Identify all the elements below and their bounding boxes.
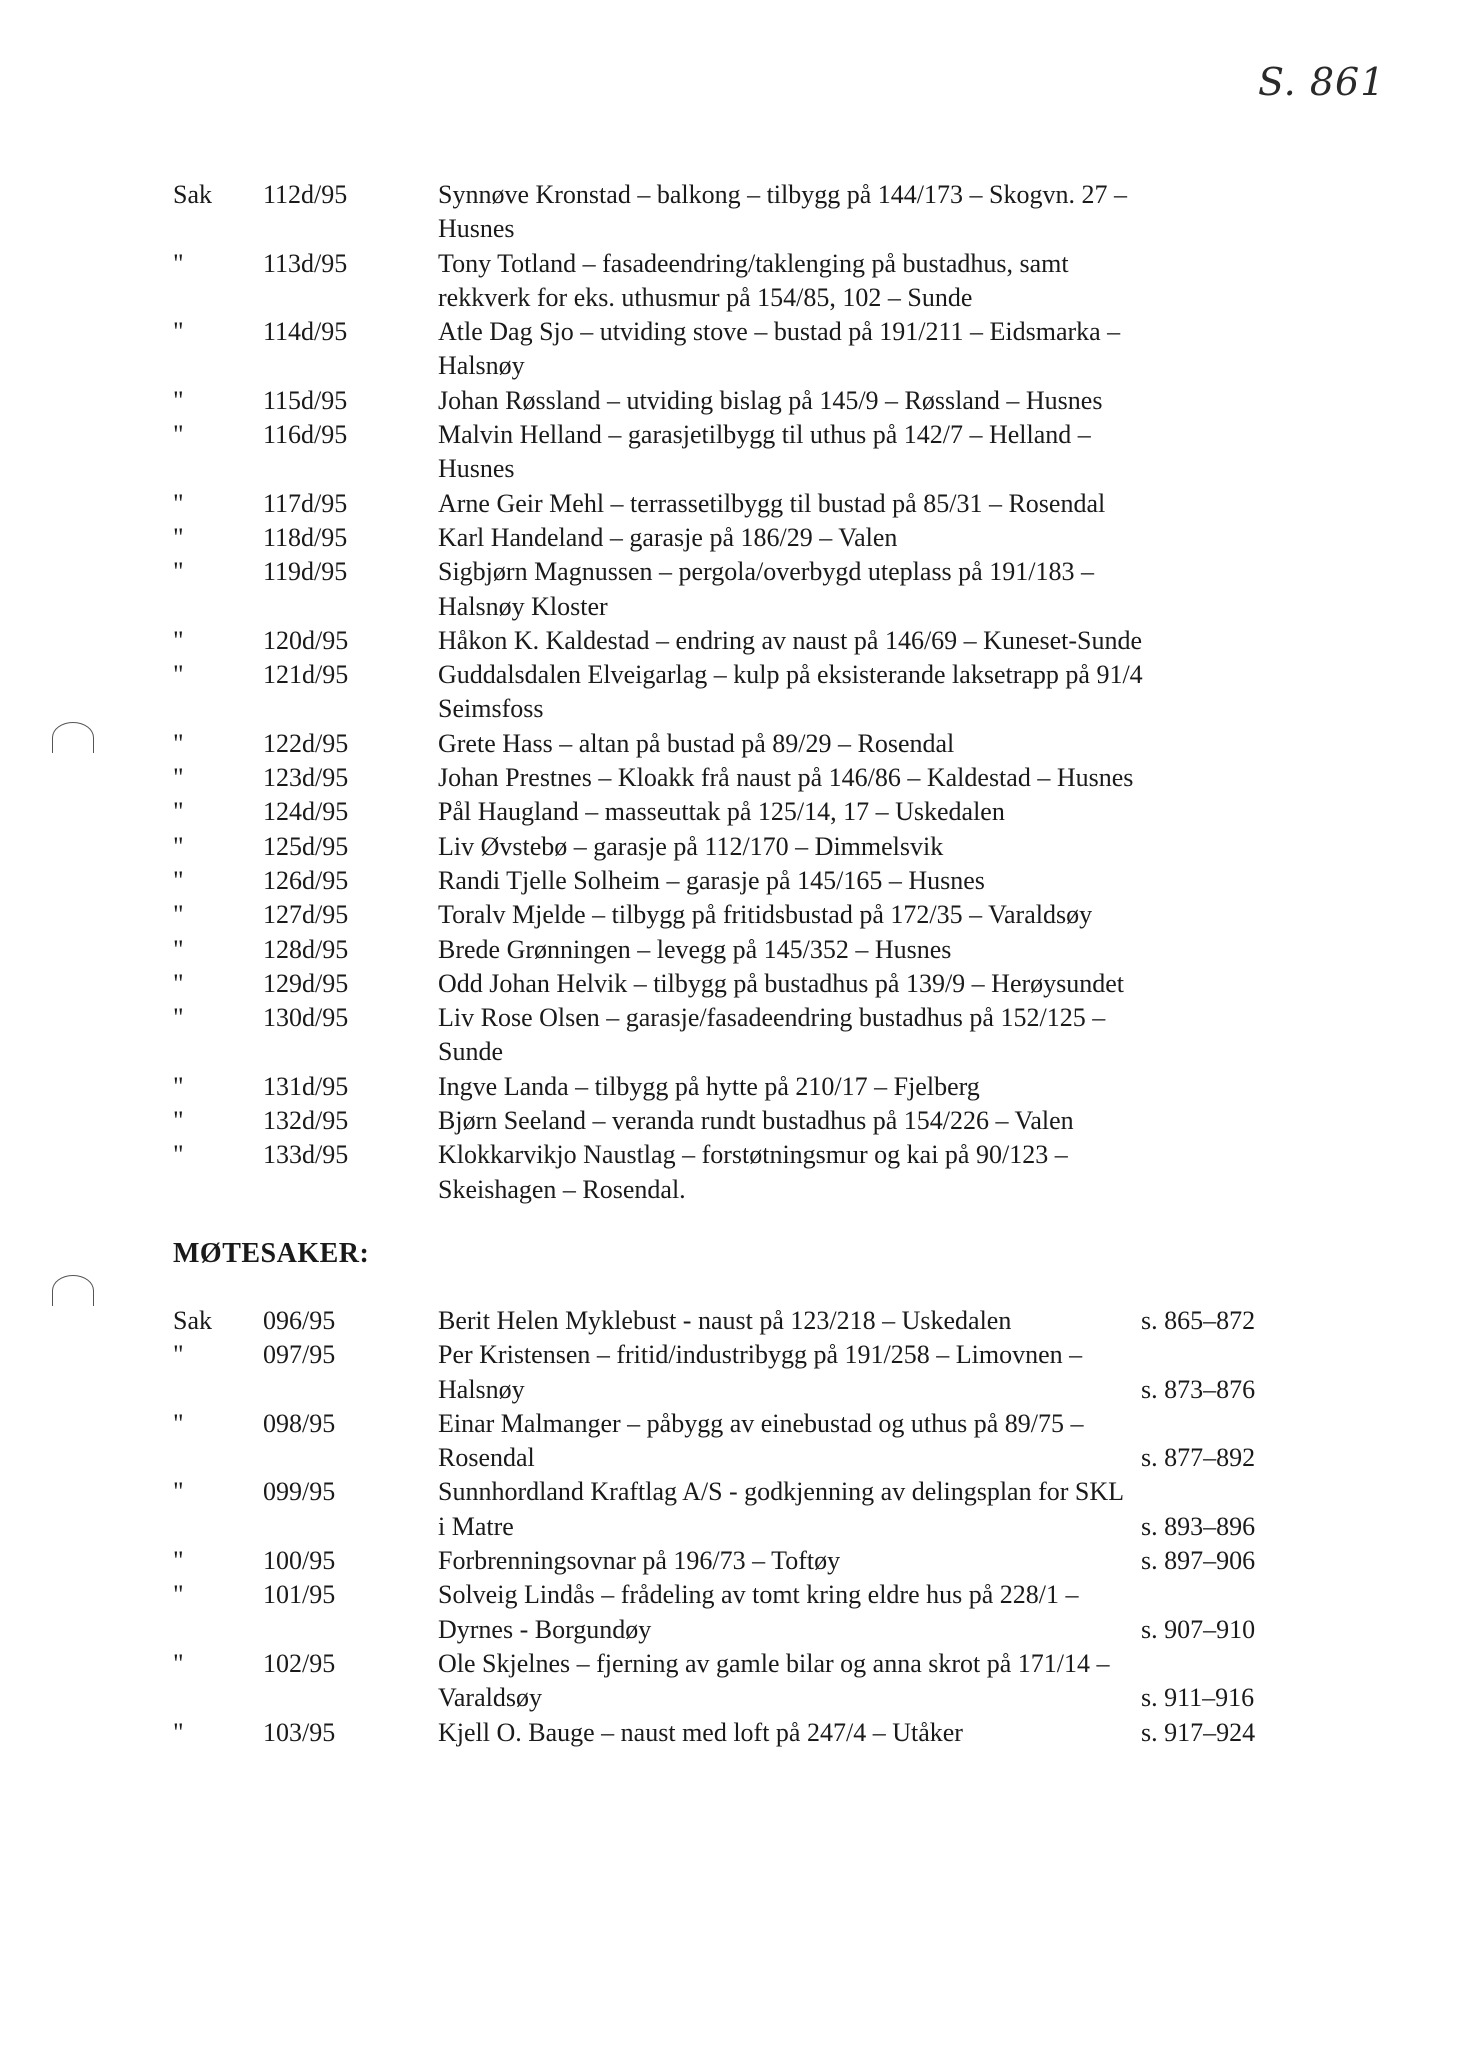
cell-c3: Karl Handeland – garasje på 186/29 – Valen <box>438 522 898 552</box>
cell-c2: 129d/95 <box>263 968 349 998</box>
cell-c3: Synnøve Kronstad – balkong – tilbygg på 144/173 – Skogvn. 27 – <box>438 180 1127 209</box>
list-item <box>0 692 1457 726</box>
cell-c2: 124d/95 <box>263 797 349 827</box>
cell-c3: Per Kristensen – fritid/industribygg på 191/258 – Limovnen – <box>438 1340 1083 1370</box>
list-item <box>0 967 1457 1001</box>
cell-c3: Arne Geir Mehl – terrassetilbygg til bustad på 85/31 – Rosendal <box>438 488 1106 518</box>
cell-c2: 113d/95 <box>263 248 348 278</box>
cell-c4: s. 907–910 <box>1141 1614 1256 1644</box>
cell-c3: Forbrenningsovnar på 196/73 – Toftøy <box>438 1546 841 1576</box>
cell-c2: 130d/95 <box>263 1003 349 1033</box>
list-item <box>0 384 1457 418</box>
list-item <box>0 1373 1457 1407</box>
cell-c1: " <box>173 1106 184 1136</box>
cell-c3: Husnes <box>438 454 515 484</box>
list-item <box>0 1544 1457 1578</box>
list-item <box>0 1578 1457 1612</box>
cell-c1: " <box>173 797 184 827</box>
cell-c2: 126d/95 <box>263 865 349 895</box>
cell-c1: " <box>173 1580 184 1610</box>
cell-c3: Berit Helen Myklebust - naust på 123/218 – Uskedalen <box>438 1306 1012 1335</box>
cell-c1: " <box>173 728 184 758</box>
cell-c3: Halsnøy Kloster <box>438 591 608 621</box>
list-item <box>0 658 1457 692</box>
list-item <box>0 418 1457 452</box>
cell-c3: Tony Totland – fasadeendring/taklenging på bustadhus, samt <box>438 248 1069 278</box>
cell-c2: 096/95 <box>263 1306 336 1335</box>
list-item <box>0 864 1457 898</box>
cell-c3: Odd Johan Helvik – tilbygg på bustadhus på 139/9 – Herøysundet <box>438 968 1125 998</box>
cell-c4: s. 873–876 <box>1141 1374 1256 1404</box>
list-item <box>0 212 1457 246</box>
list-item <box>0 1475 1457 1509</box>
cell-c2: 116d/95 <box>263 420 348 450</box>
cell-c1: " <box>173 968 184 998</box>
cell-c3: Rosendal <box>438 1443 535 1473</box>
cell-c1: " <box>173 488 184 518</box>
cell-c3: Guddalsdalen Elveigarlag – kulp på eksisterande laksetrapp på 91/4 <box>438 660 1143 690</box>
cell-c2: 133d/95 <box>263 1140 349 1170</box>
cell-c2: 101/95 <box>263 1580 336 1610</box>
cell-c3: Halsnøy <box>438 351 525 381</box>
list-item <box>0 1681 1457 1715</box>
cell-c2: 099/95 <box>263 1477 336 1507</box>
cell-c3: Grete Hass – altan på bustad på 89/29 – Rosendal <box>438 728 955 758</box>
cell-c1: " <box>173 1140 184 1170</box>
list-item <box>0 1407 1457 1441</box>
cell-c3: Skeishagen – Rosendal. <box>438 1174 686 1204</box>
cell-c1: " <box>173 900 184 930</box>
cell-c4: s. 877–892 <box>1141 1443 1256 1473</box>
cell-c3: Sigbjørn Magnussen – pergola/overbygd uteplass på 191/183 – <box>438 557 1094 587</box>
cell-c2: 127d/95 <box>263 900 349 930</box>
cell-c3: Randi Tjelle Solheim – garasje på 145/165 – Husnes <box>438 865 985 895</box>
list-item <box>0 247 1457 281</box>
list-item <box>0 1001 1457 1035</box>
list-item <box>0 521 1457 555</box>
cell-c3: Varaldsøy <box>438 1683 542 1713</box>
cell-c3: Håkon K. Kaldestad – endring av naust på 146/69 – Kuneset-Sunde <box>438 625 1143 655</box>
cell-c2: 115d/95 <box>263 385 348 415</box>
list-item <box>0 281 1457 315</box>
list-item <box>0 1613 1457 1647</box>
cell-c2: 114d/95 <box>263 317 348 347</box>
cell-c2: 112d/95 <box>263 180 348 209</box>
cell-c1: Sak <box>173 1306 212 1335</box>
list-item <box>0 727 1457 761</box>
cell-c1: " <box>173 763 184 793</box>
cell-c1: " <box>173 385 184 415</box>
cell-c1: " <box>173 1003 184 1033</box>
cell-c3: Liv Øvstebø – garasje på 112/170 – Dimmelsvik <box>438 831 944 861</box>
list-item <box>0 1441 1457 1475</box>
cell-c2: 117d/95 <box>263 488 348 518</box>
cell-c2: 102/95 <box>263 1648 336 1678</box>
list-item <box>0 1304 1457 1338</box>
cell-c1: " <box>173 1477 184 1507</box>
cell-c3: Sunnhordland Kraftlag A/S - godkjenning av delingsplan for SKL <box>438 1477 1125 1507</box>
cell-c1: " <box>173 1340 184 1370</box>
cell-c3: Johan Prestnes – Kloakk frå naust på 146/86 – Kaldestad – Husnes <box>438 763 1134 793</box>
list-item <box>0 624 1457 658</box>
cell-c3: Sunde <box>438 1037 503 1067</box>
list-item <box>0 1035 1457 1069</box>
delegated-cases-list <box>0 178 1457 1207</box>
list-item <box>0 898 1457 932</box>
cell-c1: " <box>173 625 184 655</box>
list-item <box>0 1647 1457 1681</box>
list-item <box>0 178 1457 212</box>
cell-c3: Malvin Helland – garasjetilbygg til uthus på 142/7 – Helland – <box>438 420 1091 450</box>
list-item <box>0 349 1457 383</box>
list-item <box>0 1716 1457 1750</box>
cell-c1: " <box>173 1071 184 1101</box>
cell-c3: Kjell O. Bauge – naust med loft på 247/4 – Utåker <box>438 1717 963 1747</box>
cell-c3: Husnes <box>438 214 515 244</box>
cell-c3: Bjørn Seeland – veranda rundt bustadhus på 154/226 – Valen <box>438 1106 1074 1136</box>
meeting-cases-list <box>0 1304 1457 1750</box>
list-item <box>0 1510 1457 1544</box>
page-number: S. 861 <box>1258 60 1386 104</box>
list-item <box>0 452 1457 486</box>
cell-c2: 132d/95 <box>263 1106 349 1136</box>
cell-c1: " <box>173 420 184 450</box>
list-item <box>0 1104 1457 1138</box>
cell-c2: 122d/95 <box>263 728 349 758</box>
cell-c1: " <box>173 1546 184 1576</box>
cell-c1: " <box>173 248 184 278</box>
cell-c3: Toralv Mjelde – tilbygg på fritidsbustad på 172/35 – Varaldsøy <box>438 900 1093 930</box>
cell-c1: " <box>173 934 184 964</box>
cell-c3: Atle Dag Sjo – utviding stove – bustad på 191/211 – Eidsmarka – <box>438 317 1121 347</box>
cell-c1: " <box>173 865 184 895</box>
cell-c1: " <box>173 1408 184 1438</box>
list-item <box>0 1070 1457 1104</box>
list-item <box>0 1173 1457 1207</box>
cell-c2: 103/95 <box>263 1717 336 1747</box>
list-item <box>0 933 1457 967</box>
list-item <box>0 590 1457 624</box>
cell-c3: i Matre <box>438 1511 514 1541</box>
cell-c2: 123d/95 <box>263 763 349 793</box>
cell-c3: Ole Skjelnes – fjerning av gamle bilar og anna skrot på 171/14 – <box>438 1648 1110 1678</box>
cell-c2: 119d/95 <box>263 557 348 587</box>
cell-c3: Halsnøy <box>438 1374 525 1404</box>
cell-c1: " <box>173 1648 184 1678</box>
cell-c4: s. 897–906 <box>1141 1546 1256 1576</box>
cell-c2: 131d/95 <box>263 1071 349 1101</box>
list-item <box>0 830 1457 864</box>
list-item <box>0 761 1457 795</box>
cell-c3: rekkverk for eks. uthusmur på 154/85, 102 – Sunde <box>438 282 973 312</box>
cell-c2: 120d/95 <box>263 625 349 655</box>
cell-c3: Liv Rose Olsen – garasje/fasadeendring bustadhus på 152/125 – <box>438 1003 1106 1033</box>
cell-c1: " <box>173 660 184 690</box>
cell-c4: s. 893–896 <box>1141 1511 1256 1541</box>
cell-c3: Brede Grønningen – levegg på 145/352 – Husnes <box>438 934 952 964</box>
cell-c3: Seimsfoss <box>438 694 544 724</box>
cell-c1: " <box>173 317 184 347</box>
cell-c3: Pål Haugland – masseuttak på 125/14, 17 – Uskedalen <box>438 797 1005 827</box>
cell-c3: Solveig Lindås – frådeling av tomt kring eldre hus på 228/1 – <box>438 1580 1079 1610</box>
cell-c3: Ingve Landa – tilbygg på hytte på 210/17 – Fjelberg <box>438 1071 980 1101</box>
list-item <box>0 555 1457 589</box>
cell-c2: 100/95 <box>263 1546 336 1576</box>
cell-c4: s. 865–872 <box>1141 1306 1256 1335</box>
list-item <box>0 315 1457 349</box>
cell-c2: 125d/95 <box>263 831 349 861</box>
list-item <box>0 1338 1457 1372</box>
cell-c1: " <box>173 831 184 861</box>
list-item <box>0 487 1457 521</box>
list-item <box>0 795 1457 829</box>
cell-c3: Johan Røssland – utviding bislag på 145/9 – Røssland – Husnes <box>438 385 1103 415</box>
cell-c4: s. 911–916 <box>1141 1683 1255 1713</box>
cell-c3: Klokkarvikjo Naustlag – forstøtningsmur og kai på 90/123 – <box>438 1140 1068 1170</box>
cell-c1: " <box>173 1717 184 1747</box>
cell-c2: 128d/95 <box>263 934 349 964</box>
cell-c2: 097/95 <box>263 1340 336 1370</box>
cell-c2: 098/95 <box>263 1408 336 1438</box>
cell-c1: Sak <box>173 180 212 209</box>
cell-c2: 121d/95 <box>263 660 349 690</box>
cell-c3: Einar Malmanger – påbygg av einebustad og uthus på 89/75 – <box>438 1408 1084 1438</box>
cell-c3: Dyrnes - Borgundøy <box>438 1614 652 1644</box>
punch-hole-mark <box>52 1275 94 1306</box>
cell-c1: " <box>173 522 184 552</box>
cell-c4: s. 917–924 <box>1141 1717 1256 1747</box>
motesaker-heading: MØTESAKER: <box>173 1238 370 1269</box>
list-item <box>0 1138 1457 1172</box>
cell-c2: 118d/95 <box>263 522 348 552</box>
cell-c1: " <box>173 557 184 587</box>
